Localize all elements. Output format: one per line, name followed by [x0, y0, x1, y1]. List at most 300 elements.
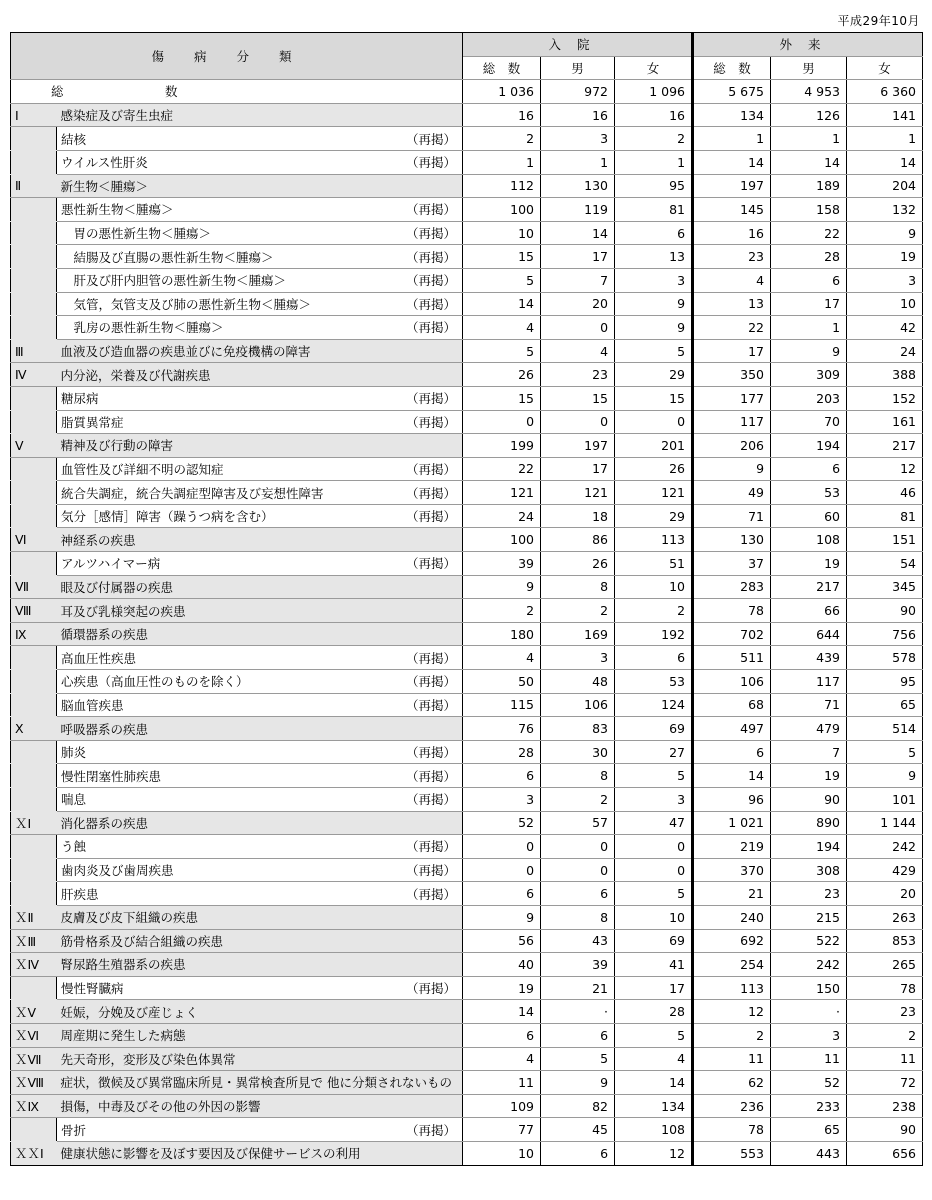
value-outpatient-total: 14 [693, 764, 771, 788]
subcategory-label: 結核 [57, 127, 391, 151]
category-row [11, 1023, 923, 1047]
value-inpatient-total: 9 [463, 905, 541, 929]
subcategory-label: 悪性新生物＜腫瘍＞ [57, 198, 391, 222]
subcategory-row [11, 245, 923, 269]
value-outpatient-female: 161 [847, 410, 923, 434]
header-row-1 [11, 33, 923, 57]
value-inpatient-female: 201 [615, 434, 693, 458]
value-inpatient-female: 134 [615, 1094, 693, 1118]
roman-numeral: Ⅶ [11, 575, 57, 599]
value-inpatient-total: 50 [463, 670, 541, 694]
value-outpatient-male: 70 [771, 410, 847, 434]
indent-cell [11, 552, 57, 576]
subcategory-label: 血管性及び詳細不明の認知症 [57, 457, 391, 481]
value-outpatient-male: 217 [771, 575, 847, 599]
value-outpatient-female: 65 [847, 693, 923, 717]
value-inpatient-male: 0 [541, 316, 615, 340]
value-outpatient-total: 71 [693, 504, 771, 528]
category-row [11, 1000, 923, 1024]
header-inpatient-male: 男 [541, 56, 615, 80]
indent-cell [11, 150, 57, 174]
value-outpatient-total: 692 [693, 929, 771, 953]
value-outpatient-total: 113 [693, 976, 771, 1000]
value-outpatient-female: 132 [847, 198, 923, 222]
subcategory-label: ウイルス性肝炎 [57, 150, 391, 174]
value-outpatient-female: 78 [847, 976, 923, 1000]
roman-numeral: Ⅸ [11, 622, 57, 646]
value-inpatient-male: 0 [541, 858, 615, 882]
value-outpatient-total: 62 [693, 1071, 771, 1095]
value-inpatient-total: 76 [463, 717, 541, 741]
value-inpatient-total: 22 [463, 457, 541, 481]
value-inpatient-male: 39 [541, 953, 615, 977]
value-outpatient-male: 203 [771, 386, 847, 410]
value-outpatient-female: 90 [847, 1118, 923, 1142]
value-inpatient-female: 1 [615, 150, 693, 174]
subcategory-label: 統合失調症，統合失調症型障害及び妄想性障害 [57, 481, 391, 505]
value-outpatient-male: 11 [771, 1047, 847, 1071]
indent-cell [11, 198, 57, 222]
subcategory-row [11, 693, 923, 717]
value-inpatient-total: 77 [463, 1118, 541, 1142]
header-inpatient-female: 女 [615, 56, 693, 80]
value-inpatient-male: 169 [541, 622, 615, 646]
category-label: 先天奇形，変形及び染色体異常 [57, 1047, 463, 1071]
value-outpatient-female: 656 [847, 1141, 923, 1165]
value-outpatient-female: 46 [847, 481, 923, 505]
value-inpatient-male: 2 [541, 788, 615, 812]
value-inpatient-total: 11 [463, 1071, 541, 1095]
subcategory-row [11, 150, 923, 174]
saikei-label: （再掲） [391, 316, 463, 340]
value-outpatient-total: 12 [693, 1000, 771, 1024]
header-inpatient-total: 総 数 [463, 56, 541, 80]
header-outpatient: 外来 [693, 33, 923, 57]
value-outpatient-total: 206 [693, 434, 771, 458]
value-inpatient-male: 57 [541, 811, 615, 835]
value-outpatient-total: 1 021 [693, 811, 771, 835]
indent-cell [11, 127, 57, 151]
subcategory-row [11, 386, 923, 410]
value-outpatient-male: 7 [771, 740, 847, 764]
value-inpatient-female: 26 [615, 457, 693, 481]
value-outpatient-total: 134 [693, 103, 771, 127]
value-inpatient-total: 15 [463, 386, 541, 410]
value-outpatient-female: 263 [847, 905, 923, 929]
value-outpatient-female: 42 [847, 316, 923, 340]
value-outpatient-male: 6 [771, 268, 847, 292]
value-outpatient-male: 308 [771, 858, 847, 882]
value-outpatient-total: 197 [693, 174, 771, 198]
value-inpatient-female: 121 [615, 481, 693, 505]
value-inpatient-male: 26 [541, 552, 615, 576]
category-label: 消化器系の疾患 [57, 811, 463, 835]
value-inpatient-female: 5 [615, 882, 693, 906]
value-inpatient-female: 0 [615, 835, 693, 859]
value-inpatient-female: 0 [615, 858, 693, 882]
value-outpatient-total: 68 [693, 693, 771, 717]
value-inpatient-male: 21 [541, 976, 615, 1000]
value-inpatient-total: 112 [463, 174, 541, 198]
value-inpatient-total: 4 [463, 646, 541, 670]
value-inpatient-male: 8 [541, 905, 615, 929]
value-inpatient-total: 52 [463, 811, 541, 835]
value-outpatient-female: 9 [847, 764, 923, 788]
category-row [11, 717, 923, 741]
subcategory-row [11, 481, 923, 505]
value-outpatient-male: 309 [771, 363, 847, 387]
subcategory-row [11, 198, 923, 222]
value-outpatient-total: 370 [693, 858, 771, 882]
indent-cell [11, 858, 57, 882]
value-outpatient-male: 890 [771, 811, 847, 835]
value-inpatient-male: 197 [541, 434, 615, 458]
category-label: 筋骨格系及び結合組織の疾患 [57, 929, 463, 953]
indent-cell [11, 646, 57, 670]
subcategory-label: 肝疾患 [57, 882, 391, 906]
value-inpatient-female: 6 [615, 646, 693, 670]
roman-numeral: ＸⅥ [11, 1023, 57, 1047]
value-outpatient-female: 429 [847, 858, 923, 882]
value-inpatient-total: 0 [463, 835, 541, 859]
value-outpatient-total: 49 [693, 481, 771, 505]
value-inpatient-total: 109 [463, 1094, 541, 1118]
saikei-label: （再掲） [391, 127, 463, 151]
category-row [11, 905, 923, 929]
value-inpatient-male: 17 [541, 457, 615, 481]
subcategory-row [11, 740, 923, 764]
value-inpatient-male: 4 [541, 339, 615, 363]
value-outpatient-female: 238 [847, 1094, 923, 1118]
value-outpatient-total: 11 [693, 1047, 771, 1071]
value-inpatient-male: 121 [541, 481, 615, 505]
value-outpatient-female: 3 [847, 268, 923, 292]
subcategory-label: 肝及び肝内胆管の悪性新生物＜腫瘍＞ [57, 268, 391, 292]
subcategory-label: 高血圧性疾患 [57, 646, 391, 670]
indent-cell [11, 504, 57, 528]
value-inpatient-total: 3 [463, 788, 541, 812]
value-outpatient-female: 23 [847, 1000, 923, 1024]
indent-cell [11, 882, 57, 906]
value-inpatient-female: 2 [615, 127, 693, 151]
subcategory-label: 心疾患（高血圧性のものを除く） [57, 670, 391, 694]
value-inpatient-female: 51 [615, 552, 693, 576]
subcategory-label: 気分［感情］障害（躁うつ病を含む） [57, 504, 391, 528]
subcategory-label: 慢性閉塞性肺疾患 [57, 764, 391, 788]
value-inpatient-female: 12 [615, 1141, 693, 1165]
value-inpatient-total: 0 [463, 858, 541, 882]
value-inpatient-male: 43 [541, 929, 615, 953]
value-inpatient-male: 2 [541, 599, 615, 623]
value-inpatient-total: 2 [463, 127, 541, 151]
value-inpatient-male: 20 [541, 292, 615, 316]
roman-numeral: Ⅹ [11, 717, 57, 741]
category-label: 呼吸器系の疾患 [57, 717, 463, 741]
value-inpatient-total: 9 [463, 575, 541, 599]
value-outpatient-female: 853 [847, 929, 923, 953]
category-label: 血液及び造血器の疾患並びに免疫機構の障害 [57, 339, 463, 363]
roman-numeral: Ⅳ [11, 363, 57, 387]
value-outpatient-total: 219 [693, 835, 771, 859]
subcategory-row [11, 221, 923, 245]
value-outpatient-male: 194 [771, 835, 847, 859]
value-outpatient-female: 756 [847, 622, 923, 646]
value-inpatient-total: 4 [463, 1047, 541, 1071]
subcategory-row [11, 457, 923, 481]
value-outpatient-total: 254 [693, 953, 771, 977]
category-row [11, 1094, 923, 1118]
value-outpatient-male: 17 [771, 292, 847, 316]
value-outpatient-male: 158 [771, 198, 847, 222]
value-inpatient-total: 0 [463, 410, 541, 434]
roman-numeral: Ⅷ [11, 599, 57, 623]
total-value-outpatient-female: 6 360 [847, 80, 923, 104]
value-inpatient-male: 130 [541, 174, 615, 198]
subcategory-row [11, 552, 923, 576]
category-label: 損傷，中毒及びその他の外因の影響 [57, 1094, 463, 1118]
value-inpatient-male: 0 [541, 410, 615, 434]
value-outpatient-male: 117 [771, 670, 847, 694]
value-outpatient-male: 3 [771, 1023, 847, 1047]
value-inpatient-female: 3 [615, 268, 693, 292]
value-outpatient-female: 24 [847, 339, 923, 363]
value-inpatient-total: 6 [463, 882, 541, 906]
value-outpatient-male: 19 [771, 764, 847, 788]
saikei-label: （再掲） [391, 670, 463, 694]
value-inpatient-female: 29 [615, 504, 693, 528]
value-outpatient-female: 9 [847, 221, 923, 245]
saikei-label: （再掲） [391, 268, 463, 292]
category-label: 周産期に発生した病態 [57, 1023, 463, 1047]
value-inpatient-male: 16 [541, 103, 615, 127]
saikei-label: （再掲） [391, 481, 463, 505]
value-inpatient-total: 10 [463, 221, 541, 245]
indent-cell [11, 292, 57, 316]
value-outpatient-male: 479 [771, 717, 847, 741]
saikei-label: （再掲） [391, 221, 463, 245]
value-inpatient-total: 115 [463, 693, 541, 717]
value-inpatient-female: 16 [615, 103, 693, 127]
value-outpatient-male: 108 [771, 528, 847, 552]
value-inpatient-male: 7 [541, 268, 615, 292]
value-outpatient-male: 1 [771, 127, 847, 151]
value-outpatient-total: 350 [693, 363, 771, 387]
value-inpatient-total: 5 [463, 268, 541, 292]
category-label: 皮膚及び皮下組織の疾患 [57, 905, 463, 929]
roman-numeral: Ⅲ [11, 339, 57, 363]
total-value-inpatient-male: 972 [541, 80, 615, 104]
value-inpatient-total: 100 [463, 528, 541, 552]
subcategory-label: 脳血管疾患 [57, 693, 391, 717]
value-inpatient-female: 13 [615, 245, 693, 269]
category-row [11, 1141, 923, 1165]
value-outpatient-female: 141 [847, 103, 923, 127]
value-inpatient-female: 2 [615, 599, 693, 623]
value-inpatient-female: 47 [615, 811, 693, 835]
value-outpatient-female: 265 [847, 953, 923, 977]
subcategory-label: 結腸及び直腸の悪性新生物＜腫瘍＞ [57, 245, 391, 269]
value-inpatient-male: 30 [541, 740, 615, 764]
value-inpatient-male: 6 [541, 1141, 615, 1165]
header-outpatient-male: 男 [771, 56, 847, 80]
category-row [11, 103, 923, 127]
roman-numeral: Ⅰ [11, 103, 57, 127]
value-inpatient-female: 29 [615, 363, 693, 387]
category-row [11, 1047, 923, 1071]
value-inpatient-total: 180 [463, 622, 541, 646]
category-row [11, 575, 923, 599]
value-inpatient-female: 41 [615, 953, 693, 977]
total-value-outpatient-male: 4 953 [771, 80, 847, 104]
value-outpatient-female: 345 [847, 575, 923, 599]
value-inpatient-male: 1 [541, 150, 615, 174]
value-inpatient-female: 5 [615, 339, 693, 363]
value-outpatient-male: 90 [771, 788, 847, 812]
roman-numeral: ＸⅤ [11, 1000, 57, 1024]
value-inpatient-female: 17 [615, 976, 693, 1000]
value-inpatient-total: 26 [463, 363, 541, 387]
subcategory-label: アルツハイマー病 [57, 552, 391, 576]
category-row [11, 929, 923, 953]
value-outpatient-total: 22 [693, 316, 771, 340]
value-outpatient-female: 1 [847, 127, 923, 151]
header-outpatient-female: 女 [847, 56, 923, 80]
value-outpatient-total: 106 [693, 670, 771, 694]
category-label: 感染症及び寄生虫症 [57, 103, 463, 127]
roman-numeral: Ⅴ [11, 434, 57, 458]
value-inpatient-female: 27 [615, 740, 693, 764]
value-inpatient-female: 69 [615, 929, 693, 953]
category-row [11, 339, 923, 363]
subcategory-row [11, 504, 923, 528]
roman-numeral: ＸⅦ [11, 1047, 57, 1071]
indent-cell [11, 1118, 57, 1142]
saikei-label: （再掲） [391, 386, 463, 410]
saikei-label: （再掲） [391, 882, 463, 906]
value-inpatient-male: 119 [541, 198, 615, 222]
category-label: 精神及び行動の障害 [57, 434, 463, 458]
value-outpatient-female: 388 [847, 363, 923, 387]
indent-cell [11, 835, 57, 859]
total-value-inpatient-female: 1 096 [615, 80, 693, 104]
value-outpatient-male: 6 [771, 457, 847, 481]
value-inpatient-male: 9 [541, 1071, 615, 1095]
category-label: 腎尿路生殖器系の疾患 [57, 953, 463, 977]
indent-cell [11, 268, 57, 292]
subcategory-row [11, 764, 923, 788]
indent-cell [11, 481, 57, 505]
saikei-label: （再掲） [391, 835, 463, 859]
value-outpatient-female: 81 [847, 504, 923, 528]
value-outpatient-total: 511 [693, 646, 771, 670]
saikei-label: （再掲） [391, 858, 463, 882]
value-inpatient-male: 17 [541, 245, 615, 269]
value-inpatient-male: 5 [541, 1047, 615, 1071]
value-outpatient-female: 5 [847, 740, 923, 764]
indent-cell [11, 386, 57, 410]
value-inpatient-male: 48 [541, 670, 615, 694]
value-outpatient-total: 177 [693, 386, 771, 410]
value-outpatient-total: 702 [693, 622, 771, 646]
roman-numeral: ＸⅧ [11, 1071, 57, 1095]
value-inpatient-male: 45 [541, 1118, 615, 1142]
subcategory-label: う蝕 [57, 835, 391, 859]
value-outpatient-male: 194 [771, 434, 847, 458]
value-outpatient-total: 240 [693, 905, 771, 929]
value-outpatient-male: 65 [771, 1118, 847, 1142]
value-outpatient-total: 9 [693, 457, 771, 481]
category-label: 妊娠，分娩及び産じょく [57, 1000, 463, 1024]
saikei-label: （再掲） [391, 764, 463, 788]
value-outpatient-male: 71 [771, 693, 847, 717]
value-outpatient-male: 242 [771, 953, 847, 977]
saikei-label: （再掲） [391, 693, 463, 717]
subcategory-row [11, 788, 923, 812]
category-row [11, 811, 923, 835]
subcategory-row [11, 858, 923, 882]
category-row [11, 622, 923, 646]
indent-cell [11, 221, 57, 245]
subcategory-row [11, 882, 923, 906]
value-inpatient-total: 1 [463, 150, 541, 174]
subcategory-label: 骨折 [57, 1118, 391, 1142]
value-inpatient-total: 14 [463, 1000, 541, 1024]
value-inpatient-female: 0 [615, 410, 693, 434]
value-outpatient-total: 4 [693, 268, 771, 292]
saikei-label: （再掲） [391, 150, 463, 174]
value-outpatient-male: 150 [771, 976, 847, 1000]
value-outpatient-female: 20 [847, 882, 923, 906]
value-inpatient-female: 9 [615, 292, 693, 316]
value-outpatient-male: 189 [771, 174, 847, 198]
roman-numeral: ＸＸⅠ [11, 1141, 57, 1165]
value-outpatient-female: 578 [847, 646, 923, 670]
value-outpatient-total: 96 [693, 788, 771, 812]
indent-cell [11, 245, 57, 269]
roman-numeral: ＸⅠ [11, 811, 57, 835]
subcategory-label: 慢性腎臓病 [57, 976, 391, 1000]
category-row [11, 528, 923, 552]
value-outpatient-male: 66 [771, 599, 847, 623]
value-inpatient-total: 40 [463, 953, 541, 977]
value-outpatient-male: 14 [771, 150, 847, 174]
value-inpatient-female: 69 [615, 717, 693, 741]
value-inpatient-total: 6 [463, 764, 541, 788]
value-outpatient-total: 17 [693, 339, 771, 363]
category-label: 循環器系の疾患 [57, 622, 463, 646]
value-outpatient-male: · [771, 1000, 847, 1024]
value-outpatient-total: 1 [693, 127, 771, 151]
subcategory-row [11, 670, 923, 694]
saikei-label: （再掲） [391, 1118, 463, 1142]
value-inpatient-female: 3 [615, 788, 693, 812]
value-outpatient-female: 242 [847, 835, 923, 859]
subcategory-row [11, 835, 923, 859]
indent-cell [11, 976, 57, 1000]
date-label: 平成29年10月 [837, 14, 920, 28]
value-inpatient-total: 5 [463, 339, 541, 363]
value-outpatient-total: 14 [693, 150, 771, 174]
category-label: 健康状態に影響を及ぼす要因及び保健サービスの利用 [57, 1141, 463, 1165]
value-outpatient-female: 19 [847, 245, 923, 269]
roman-numeral: Ⅵ [11, 528, 57, 552]
indent-cell [11, 670, 57, 694]
value-outpatient-female: 72 [847, 1071, 923, 1095]
category-label: 新生物＜腫瘍＞ [57, 174, 463, 198]
indent-cell [11, 788, 57, 812]
value-outpatient-female: 101 [847, 788, 923, 812]
value-inpatient-total: 6 [463, 1023, 541, 1047]
